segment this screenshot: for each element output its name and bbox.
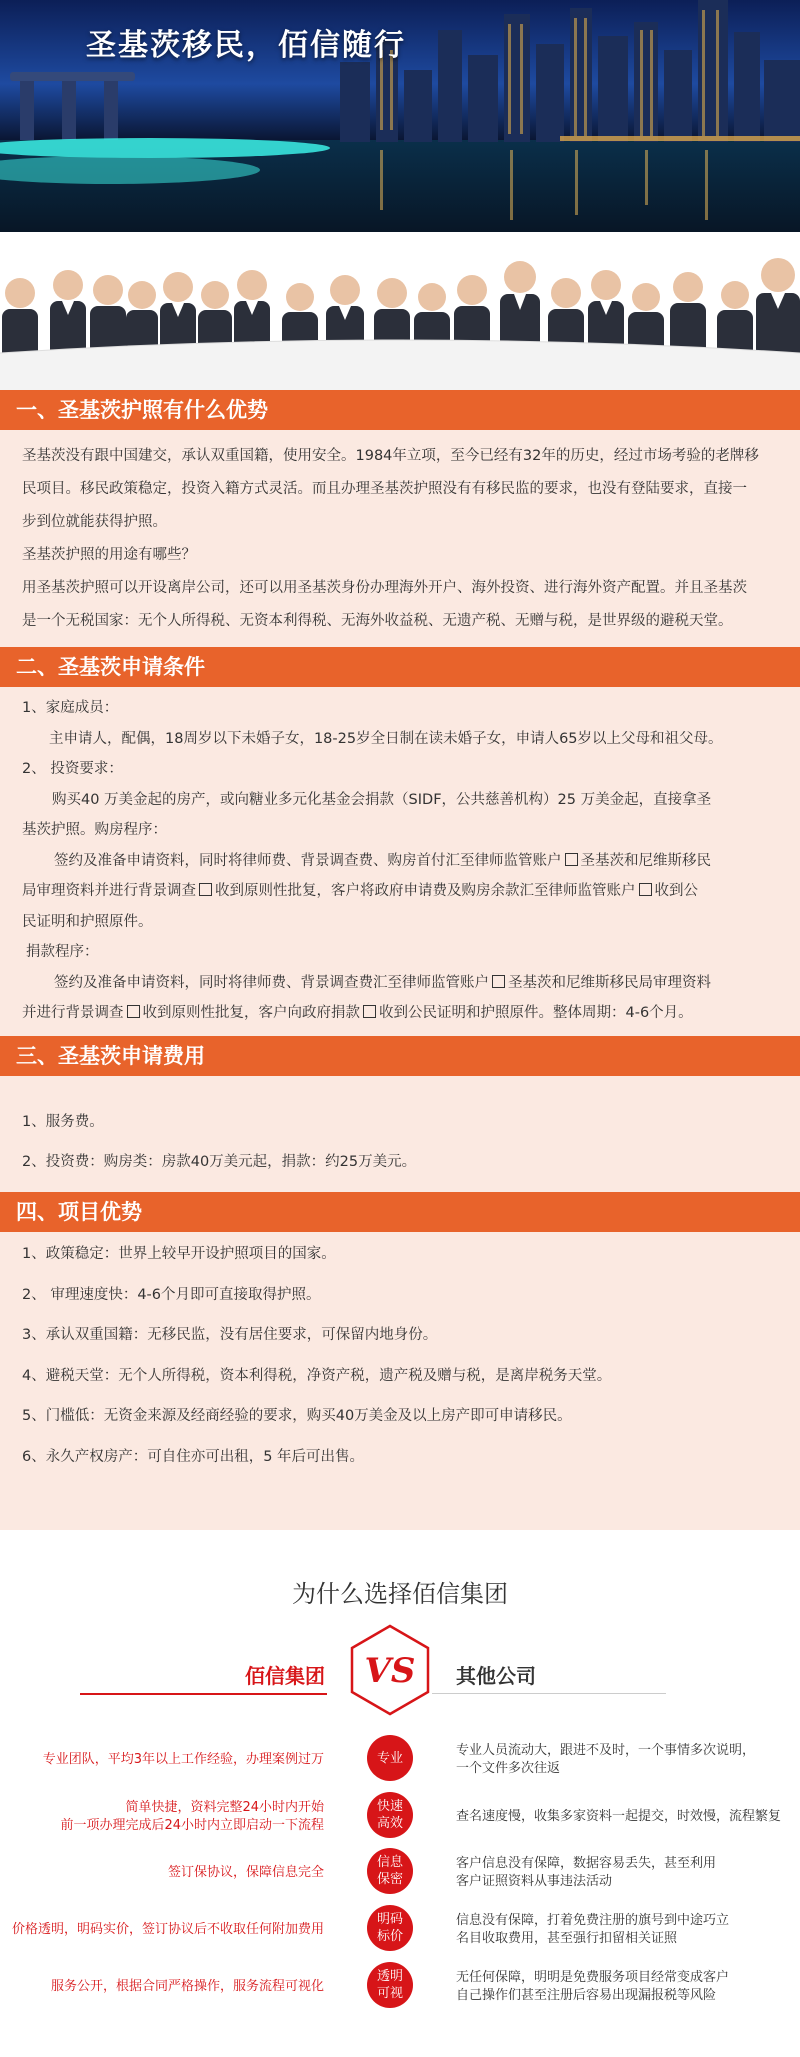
divider-left [80, 1693, 327, 1695]
fee-line: 2、投资费：购房类：房款40万美元起，捐款：约25万美元。 [22, 1154, 417, 1170]
baixin-advantage: 简单快捷，资料完整24小时内开始 前一项办理完成后24小时内立即启动一下流程 [60, 1800, 324, 1833]
section-1-line: 是一个无税国家：无个人所得税、无资本利得税、无海外收益税、无遗产税、无赠与税，是世界级的避税天堂。 [22, 613, 733, 629]
section-4-title: 四、项目优势 [0, 1192, 800, 1232]
donate-step-text: 圣基茨和尼维斯移民局审理资料 [508, 974, 711, 991]
advantage-line: 1、政策稳定：世界上较早开设护照项目的国家。 [22, 1246, 336, 1262]
section-4-body [0, 1232, 800, 1477]
other-company-weakness: 客户信息没有保障，数据容易丢失，甚至利用 客户证照资料从事违法活动 [456, 1856, 717, 1889]
baixin-advantage: 专业团队，平均3年以上工作经验，办理案例过万 [42, 1752, 324, 1767]
family-label: 1、家庭成员： [22, 700, 119, 716]
badge-professional-icon: 专业 [367, 1735, 413, 1781]
badge-transparent-icon: 透明 可视 [367, 1962, 413, 2008]
banner-title: 圣基茨移民，佰信随行 [86, 28, 406, 63]
business-people-illustration [0, 235, 800, 390]
donate-label: 捐款程序： [26, 944, 99, 960]
advantage-line: 6、永久产权房产：可自住亦可出租，5 年后可出售。 [22, 1448, 365, 1465]
other-company-weakness: 查名速度慢，收集多家资料一起提交，时效慢，流程繁复 [456, 1809, 782, 1824]
comparison-row [0, 1905, 800, 1955]
donate-step-text: 签约及准备申请资料，同时将律师费、背景调查费汇至律师监管账户 [54, 974, 489, 991]
donate-step-line [22, 998, 800, 1029]
fee-line: 1、服务费。 [22, 1114, 104, 1130]
other-company-weakness: 专业人员流动大，跟进不及时，一个事情多次说明， 一个文件多次往返 [456, 1743, 756, 1776]
arrow-box-icon [363, 1005, 376, 1018]
divider-right [432, 1693, 666, 1694]
section-2-body [0, 687, 800, 1036]
section-3-body [0, 1076, 800, 1192]
advantage-line: 2、 审理速度快：4-6个月即可直接取得护照。 [22, 1286, 321, 1303]
section-1-line: 圣基茨护照的用途有哪些？ [22, 547, 196, 563]
advantage-line: 3、承认双重国籍：无移民监，没有居住要求，可保留内地身份。 [22, 1327, 438, 1343]
house-step-line: 民证明和护照原件。 [22, 913, 153, 930]
vs-text: VS [364, 1651, 416, 1691]
comparison-row [0, 1848, 800, 1898]
badge-fast-icon: 快速 高效 [367, 1792, 413, 1838]
comparison-row [0, 1792, 800, 1842]
arrow-box-icon [199, 883, 212, 896]
advantage-line: 5、门槛低：无资金来源及经商经验的要求，购买40万美金及以上房产即可申请移民。 [22, 1408, 572, 1424]
baixin-advantage: 服务公开，根据合同严格操作，服务流程可视化 [50, 1979, 324, 1994]
arrow-box-icon [565, 853, 578, 866]
section-1-line: 步到位就能获得护照。 [22, 514, 167, 530]
content-area [0, 390, 800, 1530]
baixin-advantage: 价格透明，明码实价，签订协议后不收取任何附加费用 [11, 1922, 324, 1937]
arrow-box-icon [492, 975, 505, 988]
comparison-row [0, 1735, 800, 1785]
house-step-text: 收到公 [654, 883, 698, 899]
section-3-title: 三、圣基茨申请费用 [0, 1036, 800, 1076]
other-company-weakness: 无任何保障，明明是免费服务项目经常变成客户 自己操作们甚至注册后容易出现漏报税等风险 [456, 1970, 730, 2003]
other-company-weakness: 信息没有保障，打着免费注册的旗号到中途巧立 名目收取费用，甚至强行扣留相关证照 [456, 1913, 730, 1946]
donate-step-text: 收到原则性批复，客户向政府捐款 [142, 1005, 360, 1021]
section-1-line: 圣基茨没有跟中国建交，承认双重国籍，使用安全。1984年立项，至今已经有32年的历史，经过市场考验的老牌移 [22, 448, 759, 464]
arrow-box-icon [127, 1005, 140, 1018]
baixin-group-title: 佰信集团 [245, 1664, 325, 1688]
donate-step-line [22, 968, 800, 999]
other-companies-title: 其他公司 [456, 1664, 536, 1688]
badge-pricing-icon: 明码 标价 [367, 1905, 413, 1951]
house-step-text: 圣基茨和尼维斯移民 [580, 852, 711, 869]
comparison-section [0, 1530, 800, 2057]
investment-text: 购买40 万美金起的房产，或向糖业多元化基金会捐款（SIDF，公共慈善机构）25 万美金起，直接拿圣 [52, 791, 712, 808]
section-1-body [0, 430, 800, 647]
baixin-advantage: 签订保协议，保障信息完全 [167, 1865, 324, 1880]
section-1-line: 民项目。移民政策稳定，投资入籍方式灵活。而且办理圣基茨护照没有有移民监的要求，也没有登陆要求，直接一 [22, 481, 747, 497]
arrow-box-icon [639, 883, 652, 896]
house-step-line [22, 876, 800, 907]
section-1-title: 一、圣基茨护照有什么优势 [0, 390, 800, 430]
investment-label: 2、 投资要求： [22, 761, 123, 777]
house-step-text: 局审理资料并进行背景调查 [22, 883, 196, 899]
comparison-row [0, 1962, 800, 2012]
business-people-image [0, 235, 800, 390]
badge-privacy-icon: 信息 保密 [367, 1848, 413, 1894]
hero-banner [0, 0, 800, 232]
donate-step-text: 收到公民证明和护照原件。整体周期：4-6个月。 [379, 1005, 693, 1021]
investment-text-cont: 基茨护照。购房程序： [22, 822, 167, 838]
house-step-text: 签约及准备申请资料，同时将律师费、背景调查费、购房首付汇至律师监管账户 [54, 852, 562, 869]
house-step-text: 收到原则性批复，客户将政府申请费及购房余款汇至律师监管账户 [215, 883, 636, 899]
donate-step-text: 并进行背景调查 [22, 1005, 124, 1021]
house-step-line [22, 846, 800, 877]
family-text: 主申请人，配偶，18周岁以下未婚子女，18-25岁全日制在读未婚子女，申请人65岁以上父母和祖父母。 [49, 730, 723, 747]
advantage-line: 4、避税天堂：无个人所得税，资本利得税，净资产税，遗产税及赠与税，是离岸税务天堂。 [22, 1367, 612, 1384]
comparison-title: 为什么选择佰信集团 [292, 1580, 508, 1608]
vs-badge-icon [348, 1624, 432, 1716]
section-2-title: 二、圣基茨申请条件 [0, 647, 800, 687]
section-1-line: 用圣基茨护照可以开设离岸公司，还可以用圣基茨身份办理海外开户、海外投资、进行海外资产配置。并且圣基茨 [22, 580, 747, 596]
